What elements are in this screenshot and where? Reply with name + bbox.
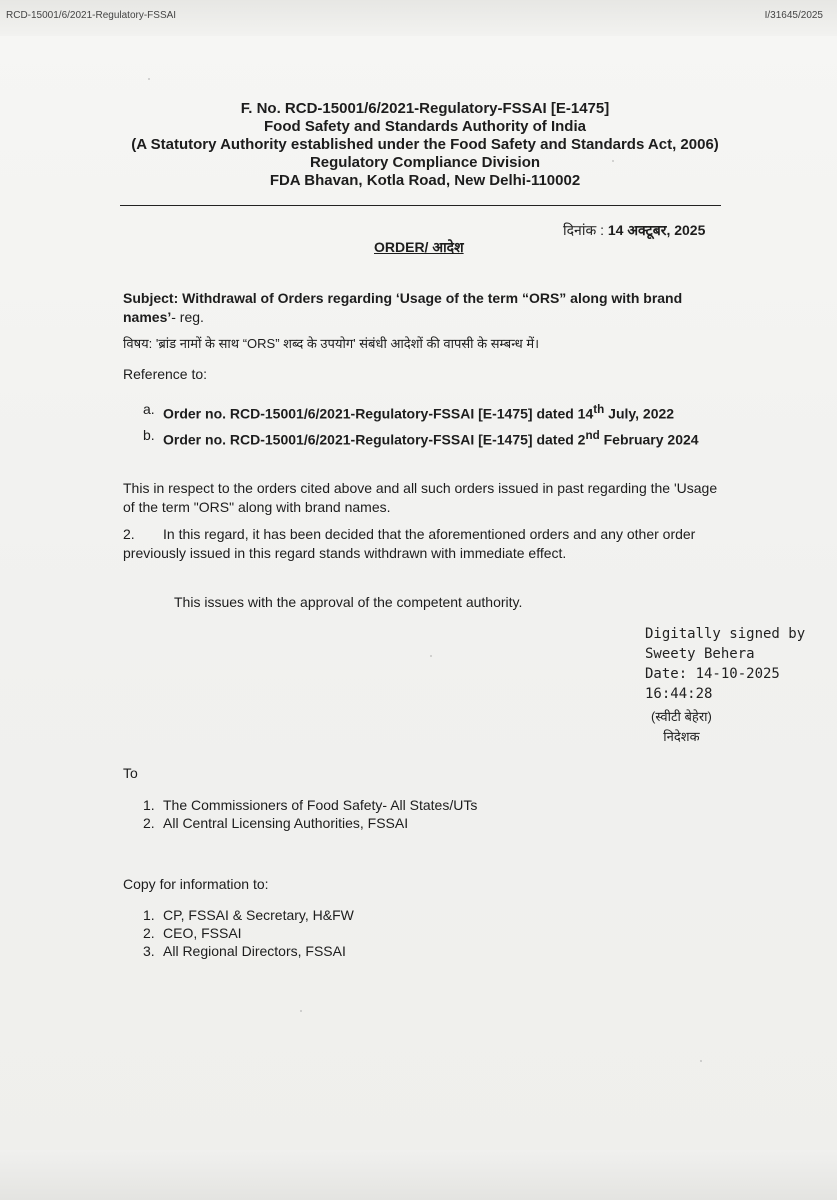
list-text: All Regional Directors, FSSAI (163, 943, 346, 959)
paragraph-2 (123, 525, 728, 563)
signature-time: 16:44:28 (645, 686, 713, 702)
scan-speck (148, 78, 150, 80)
scan-speck (430, 655, 432, 657)
approval-line: This issues with the approval of the competent authority. (174, 594, 523, 610)
order-heading: ORDER/ आदेश (374, 239, 464, 255)
reference-text: Order no. RCD-15001/6/2021-Regulatory-FSSAI [E-1475] dated 14 (163, 405, 594, 422)
list-marker: 3. (143, 943, 155, 959)
header-divider (120, 205, 721, 206)
reference-item (143, 426, 733, 450)
signer-name: Sweety Behera (645, 646, 755, 662)
authority-description: (A Statutory Authority established under the Food Safety and Standards Act, 2006) (131, 136, 719, 153)
signatory-designation: निदेशक (663, 729, 700, 744)
subject-suffix: - reg. (171, 309, 204, 325)
to-label: To (123, 765, 138, 781)
scan-speck (700, 1060, 702, 1062)
reference-sup: th (593, 403, 605, 416)
list-text: The Commissioners of Food Safety- All States/UTs (163, 797, 478, 813)
file-number-line: F. No. RCD-15001/6/2021-Regulatory-FSSAI [E-1475] (240, 100, 610, 117)
date-label: दिनांक : (563, 222, 604, 238)
division-name: Regulatory Compliance Division (309, 154, 541, 171)
paragraph-number: 2. (123, 526, 135, 542)
copy-label: Copy for information to: (123, 876, 269, 892)
date-value: 14 अक्टूबर, 2025 (607, 222, 706, 238)
reference-marker: b. (143, 426, 155, 443)
copy-list (143, 906, 354, 960)
reference-text: Order no. RCD-15001/6/2021-Regulatory-FSSAI [E-1475] dated 2 (163, 431, 586, 448)
subject-text: Subject: Withdrawal of Orders regarding ‘Usage of the term “ORS” along with brand names’ (123, 290, 683, 325)
reference-list (143, 400, 733, 451)
page-header-receipt-number: I/31645/2025 (764, 10, 823, 21)
signature-date: Date: 14-10-2025 (645, 666, 780, 682)
subject-hindi: विषय: 'ब्रांड नामों के साथ “ORS” शब्द के उपयोग' संबंधी आदेशों की वापसी के सम्बन्ध में। (123, 336, 540, 351)
list-marker: 1. (143, 907, 155, 923)
reference-marker: a. (143, 401, 155, 417)
digital-signature (645, 624, 805, 704)
recipients-list (143, 796, 477, 832)
paragraph-1: This in respect to the orders cited above and all such orders issued in past regarding the 'Usage of the term "ORS" along with brand names. (123, 480, 718, 515)
scan-edge-bottom (0, 1150, 837, 1200)
list-item (143, 924, 354, 942)
list-item (143, 942, 354, 960)
list-item (143, 906, 354, 924)
letterhead (120, 100, 730, 190)
subject-english (123, 289, 723, 327)
signatory-block-hindi (651, 707, 712, 747)
reference-label: Reference to: (123, 366, 208, 382)
list-text: CEO, FSSAI (163, 925, 242, 941)
list-item (143, 814, 477, 832)
list-marker: 2. (143, 925, 155, 941)
scan-speck (612, 160, 614, 162)
reference-item (143, 400, 733, 424)
scan-speck (300, 1010, 302, 1012)
paragraph-2-text: In this regard, it has been decided that the aforementioned orders and any other order previously issued in this regard stands withdrawn with immediate effect. (123, 526, 696, 561)
list-text: CP, FSSAI & Secretary, H&FW (163, 907, 354, 923)
signatory-name-hindi: (स्वीटी बेहेरा) (651, 709, 712, 724)
reference-sup: nd (585, 428, 600, 442)
address-line: FDA Bhavan, Kotla Road, New Delhi-110002 (269, 172, 581, 189)
list-marker: 1. (143, 797, 155, 813)
page-header-file-number: RCD-15001/6/2021-Regulatory-FSSAI (6, 10, 177, 21)
order-date (563, 221, 705, 240)
signature-line-1: Digitally signed by (645, 626, 806, 642)
list-marker: 2. (143, 815, 155, 831)
list-item (143, 796, 477, 814)
list-text: All Central Licensing Authorities, FSSAI (163, 815, 409, 831)
reference-tail: July, 2022 (604, 405, 675, 422)
authority-name: Food Safety and Standards Authority of India (264, 118, 586, 135)
reference-tail: February 2024 (599, 431, 699, 448)
